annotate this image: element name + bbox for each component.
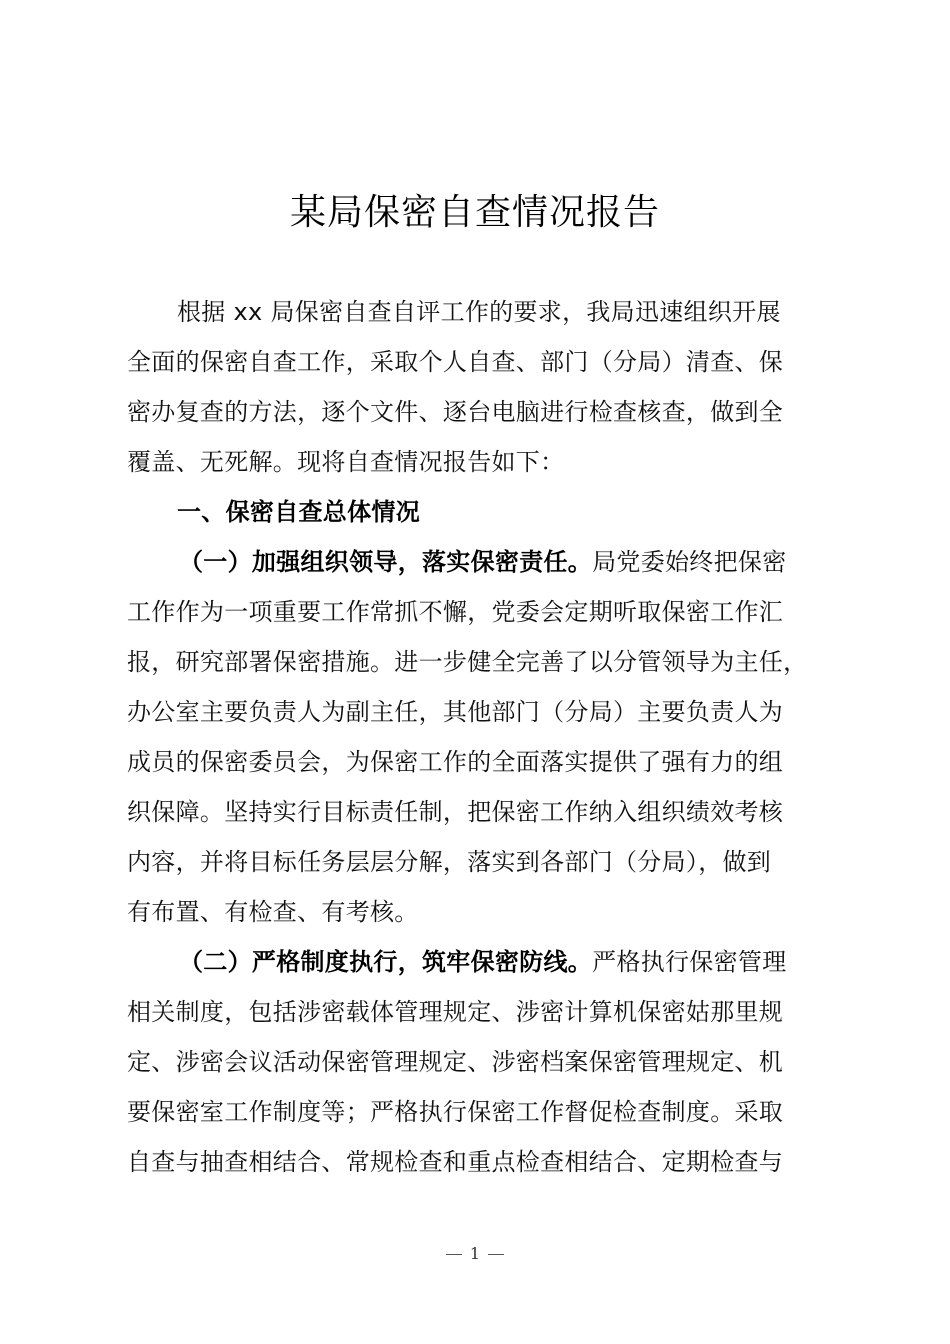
paragraph-line: 工作作为一项重要工作常抓不懈，党委会定期听取保密工作汇 (127, 598, 784, 626)
paragraph-line: 有布置、有检查、有考核。 (127, 898, 419, 926)
subsection-2-lead-text: 严格执行保密管理 (592, 948, 787, 976)
subsection-2-title: （二）严格制度执行，筑牢保密防线。 (179, 948, 593, 976)
paragraph-line: 报，研究部署保密措施。进一步健全完善了以分管领导为主任， (127, 648, 808, 676)
page-number: 1 (469, 1244, 481, 1263)
subsection-1-lead (127, 537, 827, 587)
intro-line: 密办复查的方法，逐个文件、逐台电脑进行检查核查，做到全 (127, 398, 784, 426)
paragraph-line: 相关制度，包括涉密载体管理规定、涉密计算机保密姑那里规 (127, 998, 784, 1026)
subsection-1-title: （一）加强组织领导，落实保密责任。 (179, 548, 593, 576)
section-heading: 一、保密自查总体情况 (177, 498, 420, 526)
paragraph-line: 自查与抽查相结合、常规检查和重点检查相结合、定期检查与 (127, 1148, 784, 1176)
footer-dash-right (488, 1254, 504, 1255)
page-footer (0, 1242, 950, 1266)
document-body (127, 287, 827, 1187)
paragraph-line: 要保密室工作制度等；严格执行保密工作督促检查制度。采取 (127, 1098, 784, 1126)
subsection-1-lead-text: 局党委始终把保密 (592, 548, 787, 576)
paragraph-line: 定、涉密会议活动保密管理规定、涉密档案保密管理规定、机 (127, 1048, 784, 1076)
footer-dash-left (446, 1254, 462, 1255)
intro-line: 覆盖、无死解。现将自查情况报告如下： (127, 448, 565, 476)
subsection-2-lead (127, 937, 827, 987)
paragraph-line: 成员的保密委员会，为保密工作的全面落实提供了强有力的组 (127, 748, 784, 776)
paragraph-line: 办公室主要负责人为副主任，其他部门（分局）主要负责人为 (127, 698, 784, 726)
paragraph-line: 织保障。坚持实行目标责任制，把保密工作纳入组织绩效考核 (127, 798, 784, 826)
paragraph-line: 内容，并将目标任务层层分解，落实到各部门（分局），做到 (127, 848, 772, 876)
document-title: 某局保密自查情况报告 (289, 192, 660, 233)
intro-line: 根据 xx 局保密自查自评工作的要求，我局迅速组织开展 (177, 298, 781, 326)
intro-line: 全面的保密自查工作，采取个人自查、部门（分局）清查、保 (127, 348, 784, 376)
